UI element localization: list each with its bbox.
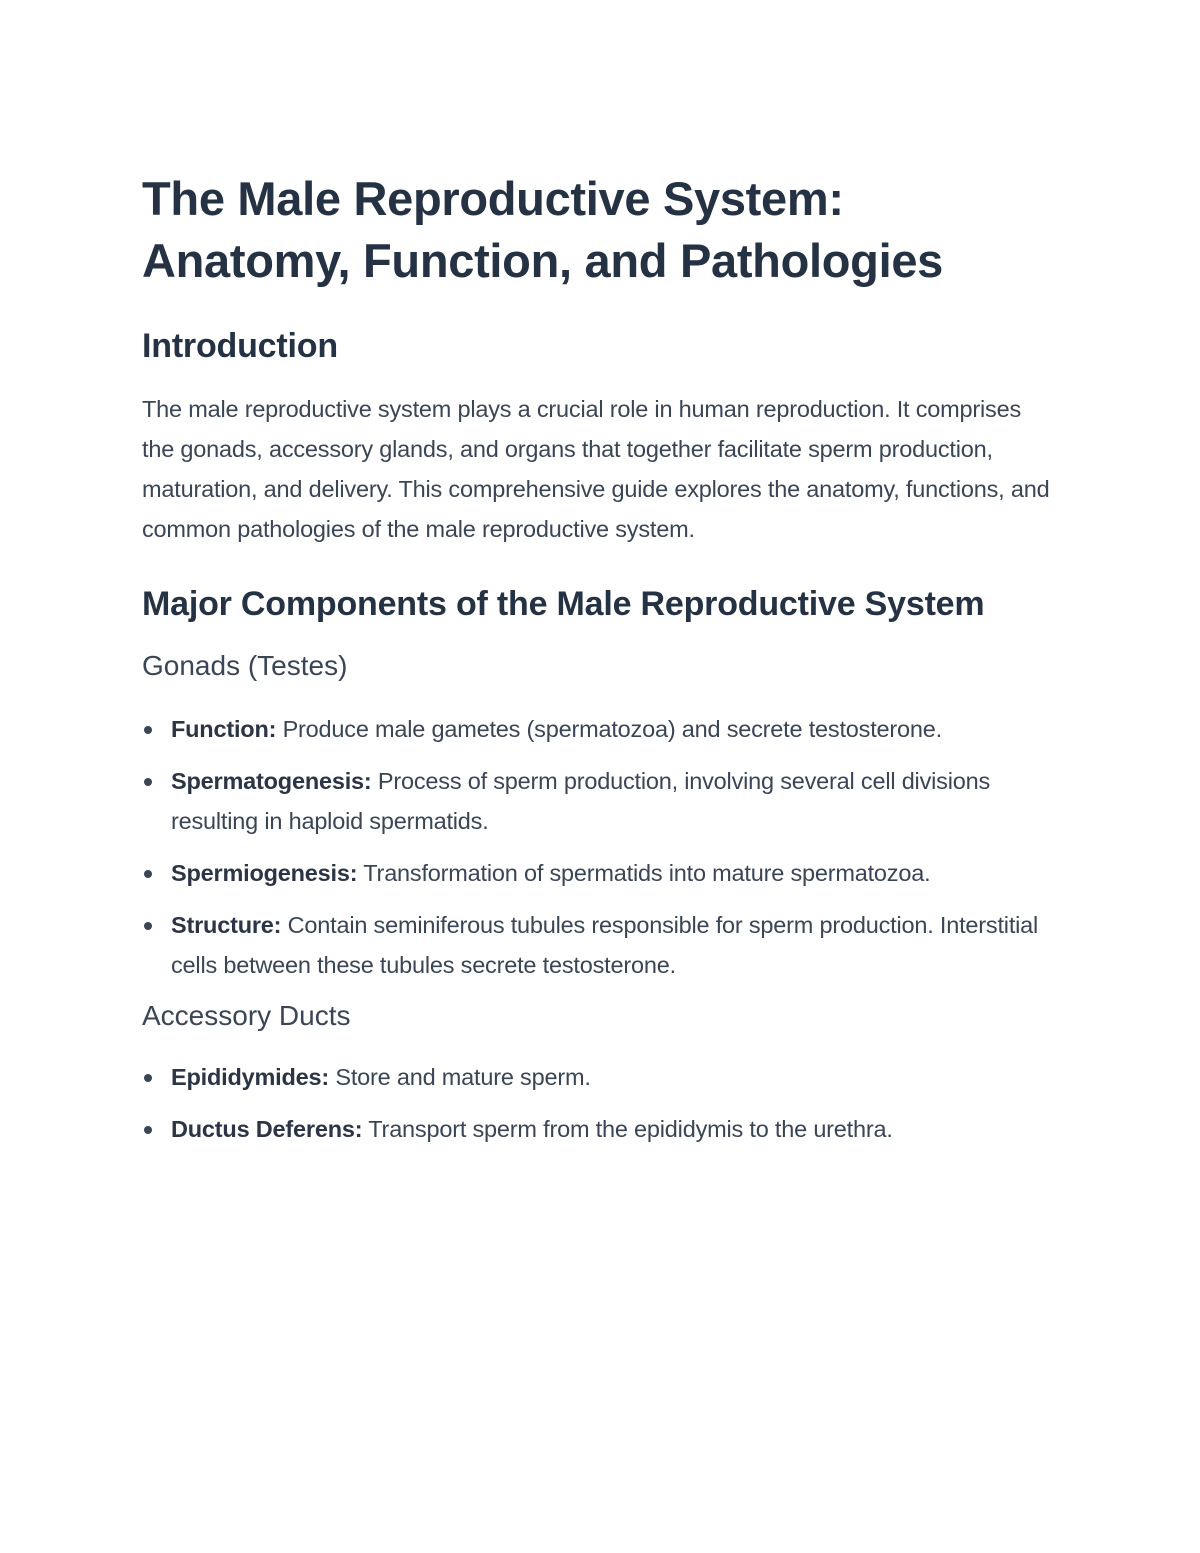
list-item-term: Function: [171, 716, 277, 742]
gonads-list [142, 709, 1052, 985]
bullet-icon [144, 1074, 152, 1082]
list-item [142, 1109, 1052, 1149]
list-item-text: Store and mature sperm. [329, 1064, 591, 1090]
list-item [142, 905, 1052, 985]
introduction-paragraph: The male reproductive system plays a crucial role in human reproduction. It comprises the gonads, accessory glands, and organs that together facilitate sperm production, maturation, and delivery. This comprehensive guide explores the anatomy, functions, and common pathologies of the male reproductive system. [142, 396, 1050, 542]
bullet-icon [144, 922, 152, 930]
list-item-text: Transport sperm from the epididymis to the urethra. [362, 1116, 893, 1142]
list-item-term: Structure: [171, 912, 282, 938]
list-item-text: Transformation of spermatids into mature spermatozoa. [357, 860, 931, 886]
list-item-term: Spermiogenesis: [171, 860, 358, 886]
list-item-term: Spermatogenesis: [171, 768, 372, 794]
list-item-text: Contain seminiferous tubules responsible for sperm production. Interstitial cells between these tubules secrete testosterone. [171, 912, 1039, 978]
accessory-ducts-list [142, 1057, 1052, 1149]
list-item-term: Epididymides: [171, 1064, 330, 1090]
accessory-ducts-heading: Accessory Ducts [142, 1000, 351, 1031]
list-item [142, 761, 1052, 841]
title-line-2: Anatomy, Function, and Pathologies [142, 234, 944, 287]
document-title [142, 168, 1052, 292]
bullet-icon [144, 1126, 152, 1134]
introduction-heading: Introduction [142, 327, 338, 365]
list-item [142, 709, 1052, 749]
list-item [142, 853, 1052, 893]
bullet-icon [144, 778, 152, 786]
bullet-icon [144, 726, 152, 734]
bullet-icon [144, 870, 152, 878]
gonads-heading: Gonads (Testes) [142, 650, 348, 681]
list-item-term: Ductus Deferens: [171, 1116, 363, 1142]
major-components-heading: Major Components of the Male Reproductive System [142, 585, 985, 623]
title-line-1: The Male Reproductive System: [142, 172, 844, 225]
list-item [142, 1057, 1052, 1097]
document-page [142, 168, 1052, 1161]
list-item-text: Process of sperm production, involving several cell divisions resulting in haploid spermatids. [171, 768, 991, 834]
list-item-text: Produce male gametes (spermatozoa) and secrete testosterone. [276, 716, 942, 742]
